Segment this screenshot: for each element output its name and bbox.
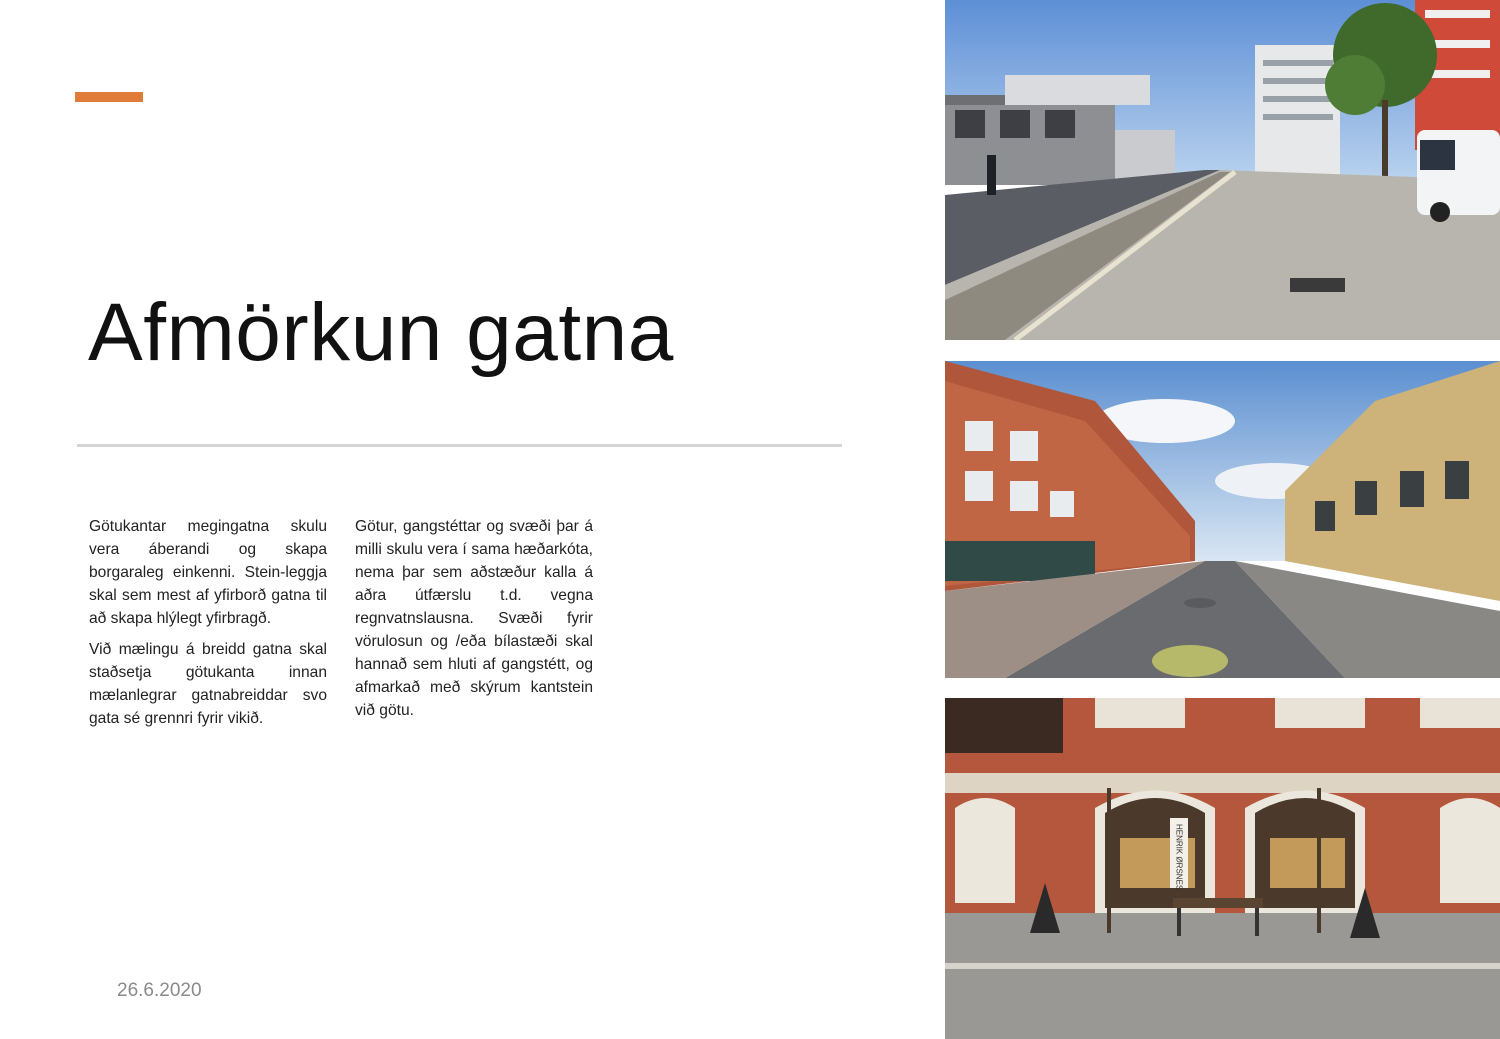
photo-brick-street [945,361,1500,678]
title-divider [77,444,842,447]
slide-date: 26.6.2020 [117,980,202,1001]
text-column-left [89,515,327,738]
shop-sign: HENRIK ØRSNES [1174,824,1184,891]
accent-bar [75,92,143,102]
slide-title: Afmörkun gatna [88,287,674,378]
paragraph: Við mælingu á breidd gatna skal staðsetja götukanta innan mælanlegrar gatnabreiddar svo gata sé grennri fyrir vikið. [89,641,327,727]
photo-modern-street [945,0,1500,340]
photo-shopfront [945,698,1500,1039]
paragraph: Götur, gangstéttar og svæði þar á milli skulu vera í sama hæðarkóta, nema þar sem aðstæður kalla á aðra útfærslu t.d. vegna regnvatnslausna. Svæði fyrir vörulosun og /eða bílastæði skal hannað sem hluti af gangstétt, og afmarkað með skýrum kantstein við götu. [355,518,593,719]
text-column-right [355,515,593,730]
paragraph: Götukantar megingatna skulu vera áberandi og skapa borgaraleg einkenni. Stein-leggja skal sem mest af yfirborð gatna til að skapa hlýlegt yfirbragð. [89,518,327,627]
